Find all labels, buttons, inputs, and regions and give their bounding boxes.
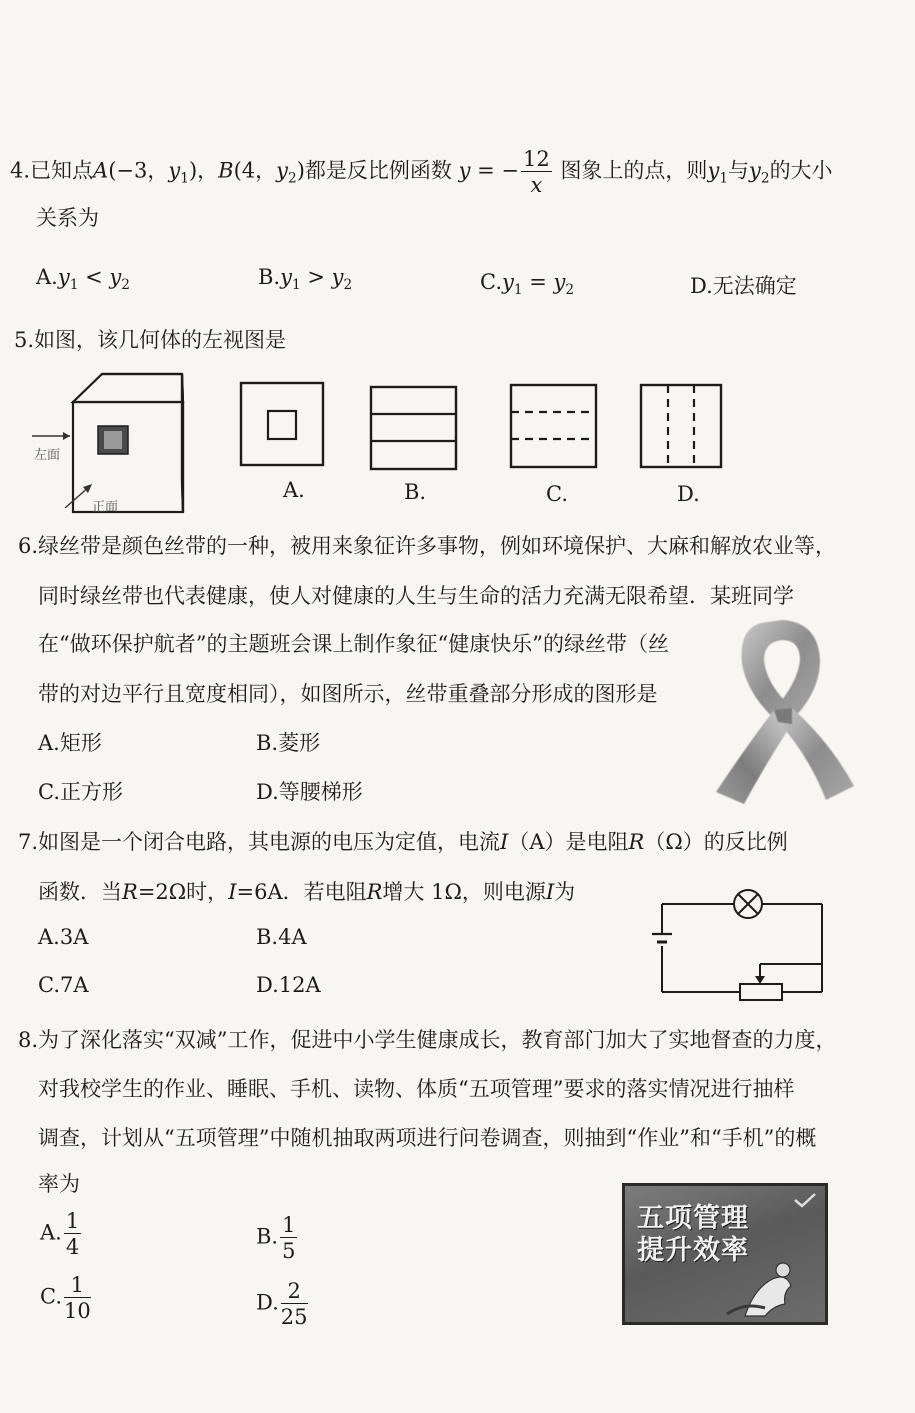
poster-figure-illustration	[725, 1256, 815, 1320]
q5-option-b[interactable]: B.	[404, 480, 427, 504]
q4-function-y: y	[458, 158, 471, 183]
q7-option-d[interactable]: D.12A	[256, 973, 321, 997]
q5-front-face-label: 正面	[92, 500, 119, 515]
poster-line-1: 五项管理	[637, 1203, 749, 1234]
q7-option-a[interactable]: A.3A	[38, 925, 89, 949]
q4-option-b[interactable]: $B.y_1 > y_2$	[258, 265, 353, 294]
q4-option-d[interactable]: D.无法确定	[690, 274, 797, 298]
q5-left-face-label: 左面	[34, 448, 61, 463]
q4-stem-line2: 关系为	[36, 206, 99, 230]
q8-option-d[interactable]: D. $\frac{2}{25}$	[256, 1279, 308, 1330]
q5-option-b-view	[368, 384, 460, 474]
q6-stem-line3: 在“做环保护航者”的主题班会课上制作象征“健康快乐”的绿丝带（丝	[38, 632, 669, 656]
q8-stem-line2: 对我校学生的作业、睡眠、手机、读物、体质“五项管理”要求的落实情况进行抽样	[38, 1077, 795, 1101]
poster-line-2: 提升效率	[637, 1235, 749, 1266]
q5-option-a-view	[238, 380, 328, 470]
q5-option-c-view	[508, 382, 600, 472]
q4-stem-line1: 4.已知点A(−3，$y_1$)，B(4，$y_2$)都是反比例函数 y = − $\frac{12}{x}$ 图象上的点，则$y_1$与$y_2$的大小	[10, 147, 833, 198]
q7-option-b[interactable]: B.4A	[256, 925, 307, 949]
q5-option-d[interactable]: D.	[677, 482, 700, 506]
q8-five-management-poster	[622, 1183, 828, 1325]
q8-stem-line3: 调查，计划从“五项管理”中随机抽取两项进行问卷调查，则抽到“作业”和“手机”的概	[38, 1126, 817, 1150]
q4-number: 4.	[10, 158, 31, 183]
q4-option-a[interactable]: $A.y_1 < y_2$	[36, 265, 130, 294]
q4-function-fraction: $\frac{12}{x}$	[523, 147, 550, 198]
check-icon	[793, 1192, 817, 1208]
q7-stem-line2: 函数．当R=2Ω时，I=6A．若电阻R增大 1Ω，则电源I为	[38, 880, 576, 904]
q8-option-b[interactable]: B. $\frac{1}{5}$	[256, 1213, 296, 1264]
q6-option-d[interactable]: D.等腰梯形	[256, 780, 363, 804]
q8-option-a[interactable]: A. $\frac{1}{4}$	[40, 1209, 80, 1260]
q6-stem-line2: 同时绿丝带也代表健康，使人对健康的人生与生命的活力充满无限希望．某班同学	[38, 584, 794, 608]
q5-option-a[interactable]: A.	[283, 478, 305, 502]
q6-option-a[interactable]: A.矩形	[38, 731, 102, 755]
q7-circuit-diagram	[648, 884, 832, 1004]
q6-ribbon-illustration	[708, 614, 858, 806]
q6-stem-line1: 6.绿丝带是颜色丝带的一种，被用来象征许多事物，例如环境保护、大麻和解放农业等，	[18, 534, 837, 558]
q7-option-c[interactable]: C.7A	[38, 973, 89, 997]
q6-option-b[interactable]: B.菱形	[256, 731, 321, 755]
q8-option-c[interactable]: C. $\frac{1}{10}$	[40, 1273, 91, 1324]
q4-option-c[interactable]: $C.y_1 = y_2$	[480, 270, 575, 299]
q8-stem-line4: 率为	[38, 1172, 80, 1196]
q6-option-c[interactable]: C.正方形	[38, 780, 123, 804]
q5-question: 5.如图，该几何体的左视图是	[14, 328, 287, 352]
q8-stem-line1: 8.为了深化落实“双减”工作，促进中小学生健康成长，教育部门加大了实地督查的力度，	[18, 1028, 837, 1052]
q7-stem-line1: 7.如图是一个闭合电路，其电源的电压为定值，电流I（A）是电阻R（Ω）的反比例	[18, 830, 788, 854]
q5-option-d-view	[638, 382, 726, 472]
q6-stem-line4: 带的对边平行且宽度相同），如图所示，丝带重叠部分形成的图形是	[38, 682, 658, 706]
q5-option-c[interactable]: C.	[546, 482, 568, 506]
